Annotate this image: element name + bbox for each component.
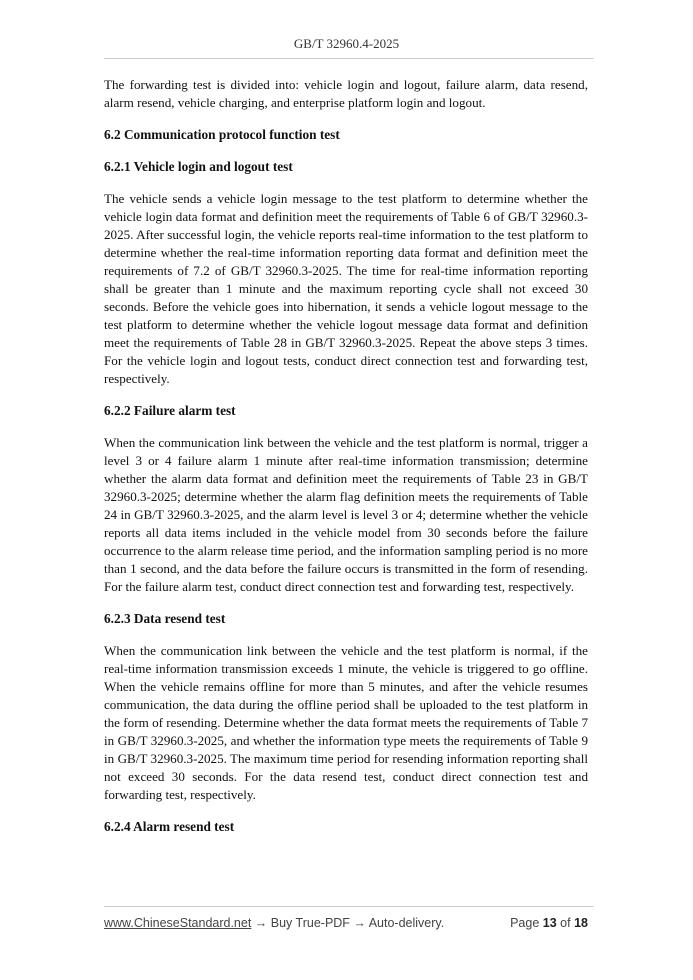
page-counter [510,916,588,930]
intro-paragraph: The forwarding test is divided into: vehicle login and logout, failure alarm, data resend, alarm resend, vehicle charging, and enterprise platform login and logout. [104,77,588,110]
page-footer [104,916,588,930]
section-body-6-2-1: The vehicle sends a vehicle login message to the test platform to determine whether the vehicle login data format and definition meet the requirements of Table 6 of GB/T 32960.3-2025. After successful login, the vehicle reports real-time information to the test platform to determine whether the real-time information reporting data format and definition meet the requirements of 7.2 of GB/T 32960.3-2025. The time for real-time information reporting shall be greater than 1 minute and the maximum reporting cycle shall not exceed 30 seconds. Before the vehicle goes into hibernation, it sends a vehicle logout message to the test platform to determine whether the vehicle logout message data format and definition meet the requirements of Table 28 in GB/T 32960.3-2025. Repeat the above steps 3 times. For the vehicle login and logout tests, conduct direct connection test and forwarding test, respectively. [104,191,588,386]
page-of: of [560,916,571,930]
page-label: Page [510,916,540,930]
page-header: GB/T 32960.4-2025 [293,36,400,51]
section-body-6-2-2: When the communication link between the vehicle and the test platform is normal, trigger a level 3 or 4 failure alarm 1 minute after real-time information transmission; determine whether the alarm data format and definition meet the requirements of Table 23 in GB/T 32960.3-2025; determine whether the alarm flag definition meets the requirements of Table 24 in GB/T 32960.3-2025, and the alarm level is level 3 or 4; determine whether the vehicle reports all data items included in the vehicle model from 30 seconds before the failure occurrence to the alarm release time period, and the information sampling period is no more than 1 second, and the data before the failure occurs is transmitted in the form of resending. For the failure alarm test, conduct direct connection test and forwarding test, respectively. [104,435,588,594]
section-heading-6-2-3: 6.2.3 Data resend test [104,611,226,626]
page-total: 18 [574,916,588,930]
footer-divider [104,906,594,907]
section-heading-6-2-4: 6.2.4 Alarm resend test [104,819,235,834]
section-body-6-2-3: When the communication link between the vehicle and the test platform is normal, if the real-time information transmission exceeds 1 minute, the vehicle is triggered to go offline. When the vehicle remains offline for more than 5 minutes, and after the vehicle resumes communication, the data during the offline period shall be uploaded to the test platform in the form of resending. Determine whether the data format meets the requirements of Table 7 in GB/T 32960.3-2025, and whether the information type meets the requirements of Table 9 in GB/T 32960.3-2025. The maximum time period for resending information reporting shall not exceed 30 seconds. For the data resend test, conduct direct connection test and forwarding test, respectively. [104,643,588,802]
footer-tagline: → Buy True-PDF → Auto-delivery. [251,916,445,930]
section-heading-6-2-1: 6.2.1 Vehicle login and logout test [104,159,293,174]
page-current: 13 [542,916,557,930]
footer-promo [104,916,444,930]
section-heading-6-2: 6.2 Communication protocol function test [104,127,340,142]
section-heading-6-2-2: 6.2.2 Failure alarm test [104,403,236,418]
document-body [104,76,588,850]
site-link[interactable]: www.ChineseStandard.net [104,916,252,930]
header-divider [104,58,594,59]
